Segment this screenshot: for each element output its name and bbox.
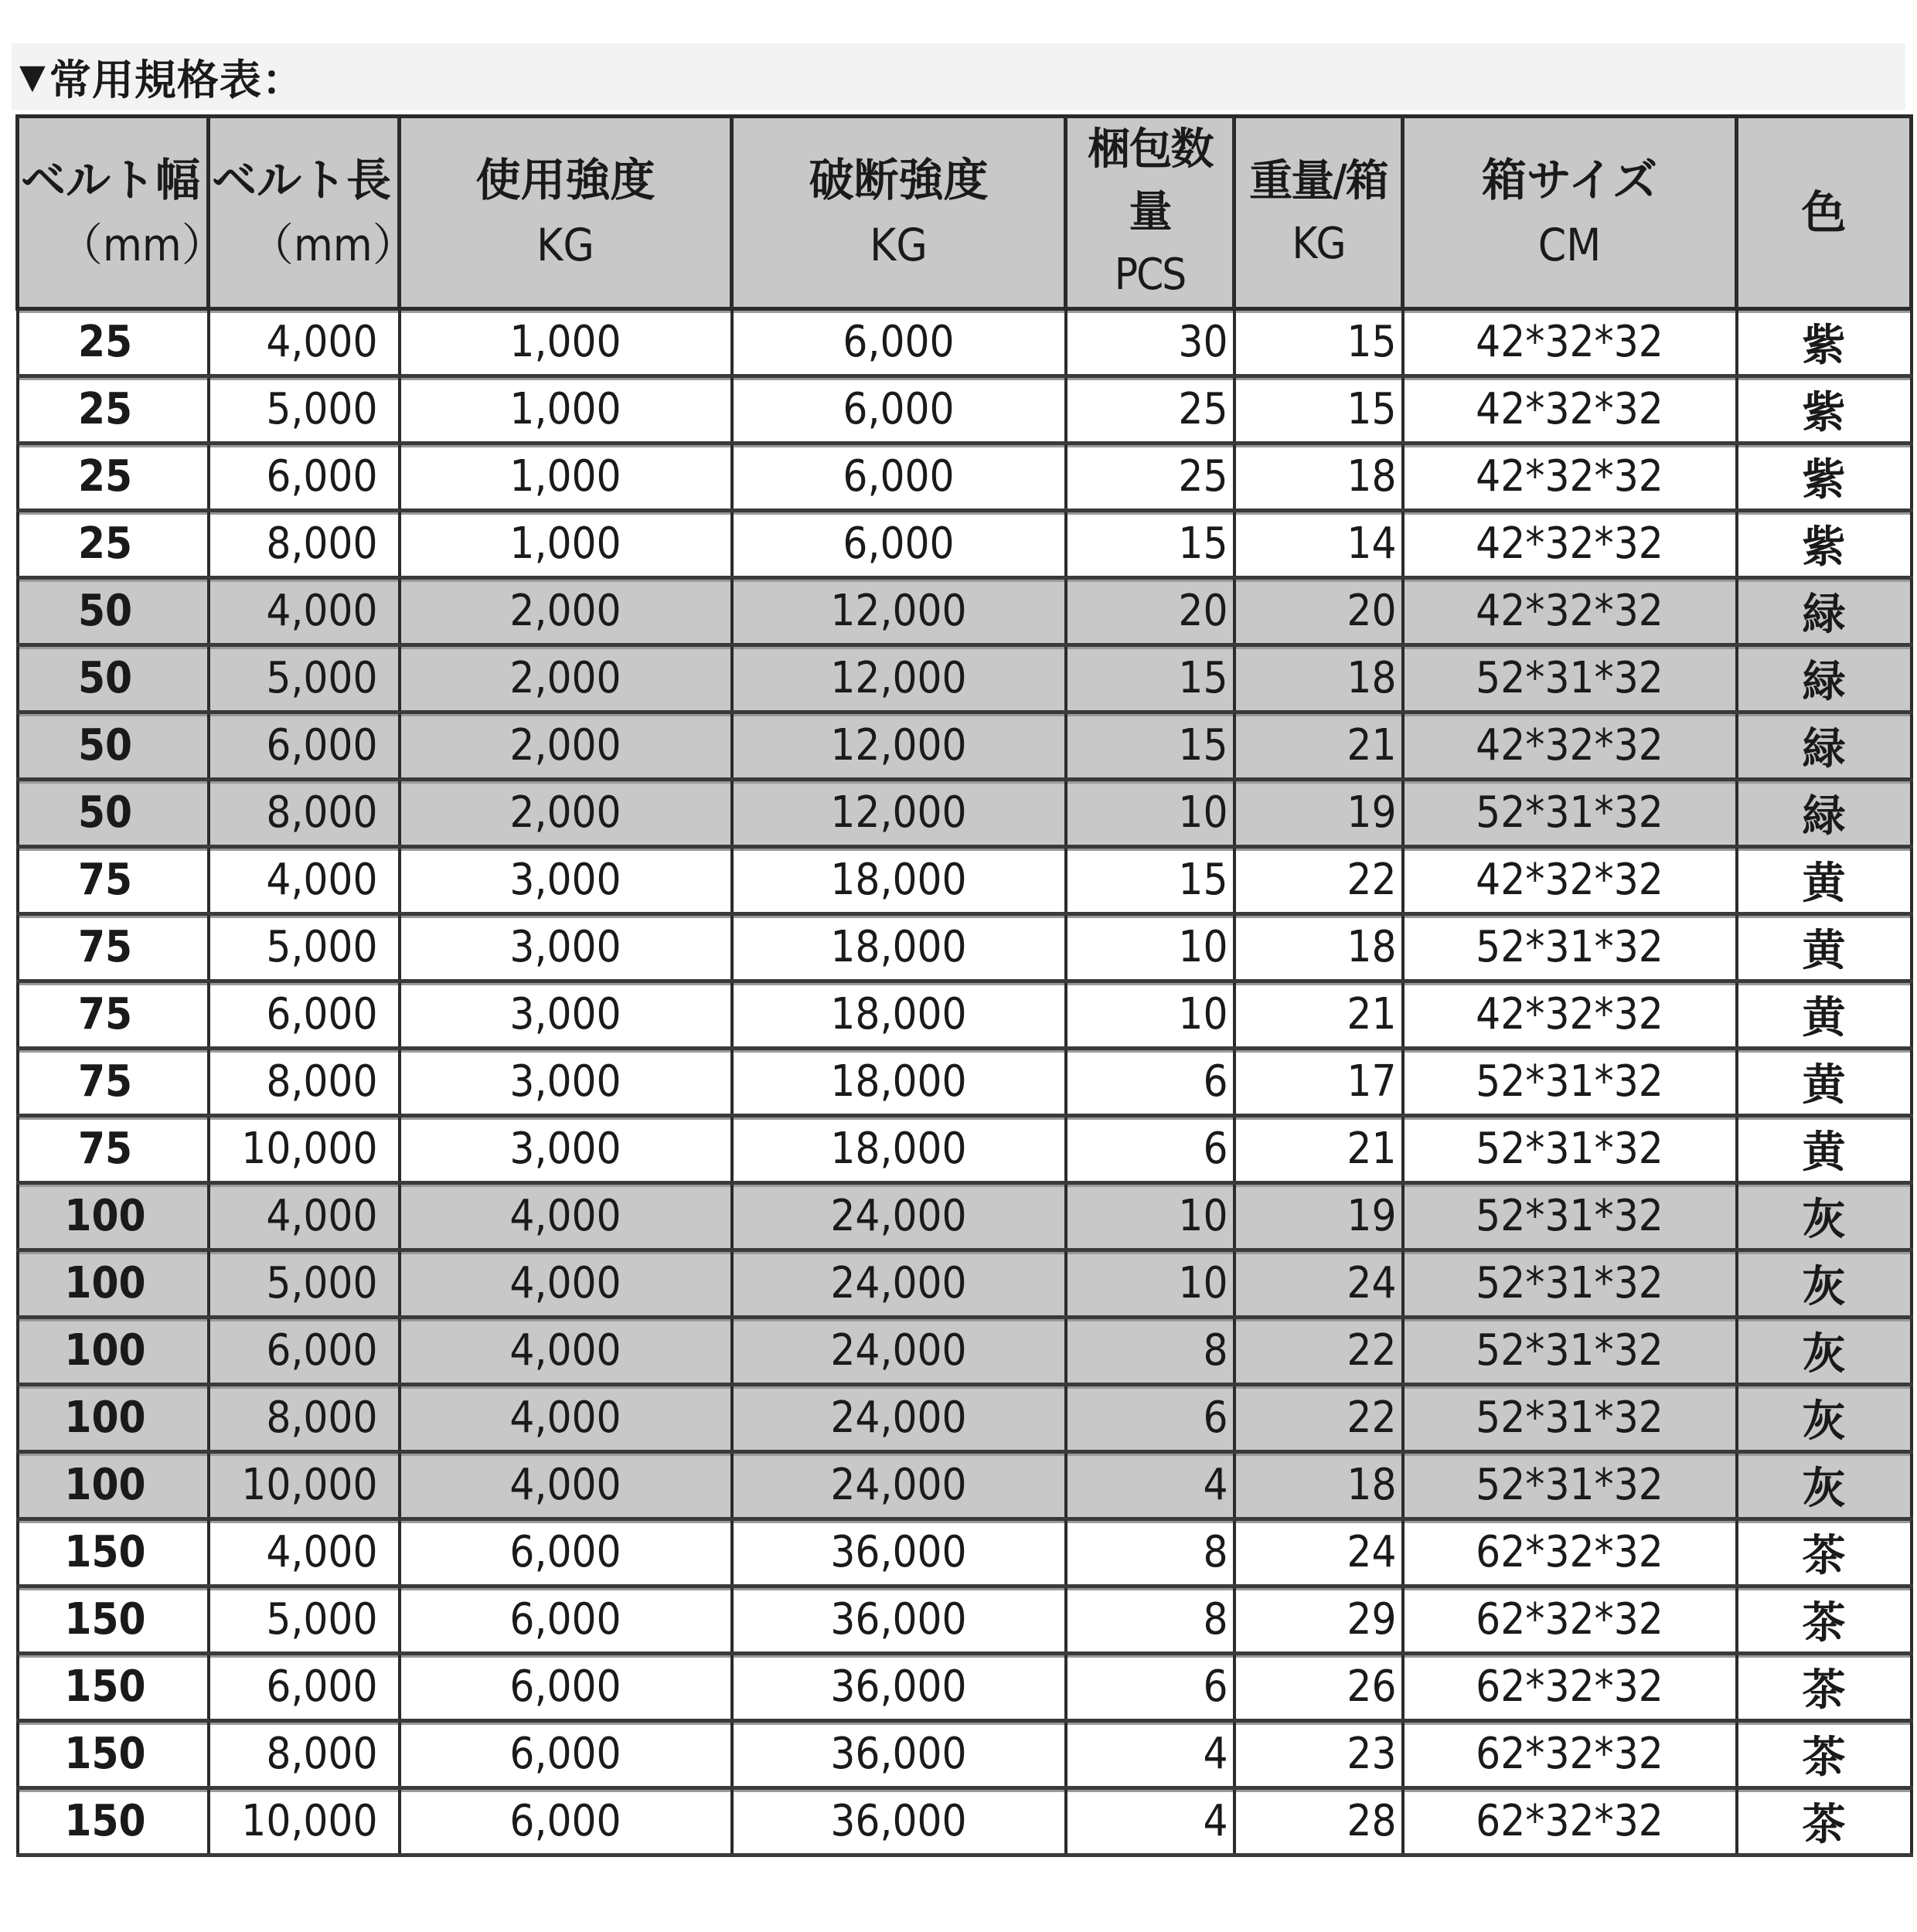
header-breaking-strength-unit: KG: [870, 218, 928, 271]
cell-box-size: 42*32*32: [1403, 981, 1737, 1048]
cell-belt-length: 10,000: [209, 1451, 400, 1519]
cell-weight-per-box: 21: [1234, 1115, 1403, 1182]
cell-breaking-strength: 24,000: [732, 1250, 1066, 1317]
cell-belt-width: [18, 846, 209, 913]
header-working-load: [400, 117, 732, 309]
cell-box-size: 52*31*32: [1403, 1384, 1737, 1451]
cell-box-size: 62*32*32: [1403, 1586, 1737, 1653]
cell-box-size: 42*32*32: [1403, 443, 1737, 510]
cell-color: 茶: [1737, 1653, 1912, 1720]
cell-belt-length: 6,000: [209, 712, 400, 779]
cell-box-size: 52*31*32: [1403, 1250, 1737, 1317]
belt-width-value: 25: [77, 384, 133, 435]
header-belt-width: [18, 117, 226, 309]
cell-belt-width: [18, 712, 209, 779]
cell-weight-per-box: 29: [1234, 1586, 1403, 1653]
cell-color: 黄: [1737, 846, 1912, 913]
cell-belt-length: 8,000: [209, 1720, 400, 1787]
cell-color: 茶: [1737, 1787, 1912, 1855]
cell-weight-per-box: 18: [1234, 443, 1403, 510]
belt-width-value: 150: [64, 1594, 146, 1645]
cell-belt-width: [18, 1720, 209, 1787]
cell-working-load: 6,000: [400, 1586, 732, 1653]
cell-belt-width: [18, 779, 209, 846]
cell-belt-width: [18, 913, 209, 981]
cell-breaking-strength: 36,000: [732, 1720, 1066, 1787]
cell-breaking-strength: 18,000: [732, 913, 1066, 981]
cell-color: 紫: [1737, 308, 1912, 376]
cell-pack-quantity: 8: [1066, 1519, 1234, 1586]
table-row: [18, 1653, 1912, 1720]
cell-weight-per-box: 14: [1234, 510, 1403, 577]
cell-belt-length: 4,000: [209, 1182, 400, 1250]
spec-table-body: [18, 308, 1912, 1855]
belt-width-value: 50: [77, 586, 133, 637]
cell-pack-quantity: 10: [1066, 1182, 1234, 1250]
cell-belt-width: [18, 577, 209, 645]
cell-weight-per-box: 18: [1234, 645, 1403, 712]
cell-weight-per-box: 18: [1234, 1451, 1403, 1519]
spec-table: [15, 114, 1913, 1857]
cell-pack-quantity: 6: [1066, 1384, 1234, 1451]
cell-weight-per-box: 22: [1234, 1317, 1403, 1384]
cell-box-size: 52*31*32: [1403, 1451, 1737, 1519]
header-breaking-strength-label: 破断強度: [809, 153, 989, 206]
table-row: [18, 779, 1912, 846]
cell-weight-per-box: 21: [1234, 712, 1403, 779]
cell-breaking-strength: 24,000: [732, 1384, 1066, 1451]
cell-color: 灰: [1737, 1384, 1912, 1451]
cell-belt-width: [18, 308, 209, 376]
table-row: [18, 645, 1912, 712]
header-box-size-label: 箱サイズ: [1481, 153, 1658, 206]
cell-belt-length: 5,000: [209, 645, 400, 712]
table-row: [18, 443, 1912, 510]
table-row: [18, 1384, 1912, 1451]
cell-pack-quantity: 4: [1066, 1451, 1234, 1519]
cell-belt-width: [18, 1317, 209, 1384]
header-working-load-unit: KG: [536, 218, 594, 271]
table-row: [18, 577, 1912, 645]
table-row: [18, 376, 1912, 443]
header-box-size-unit: CM: [1537, 218, 1602, 271]
cell-working-load: 4,000: [400, 1451, 732, 1519]
belt-width-value: 150: [64, 1662, 146, 1713]
cell-breaking-strength: 6,000: [732, 443, 1066, 510]
page-title: [12, 43, 1905, 110]
table-row: [18, 1720, 1912, 1787]
cell-belt-width: [18, 510, 209, 577]
cell-pack-quantity: 6: [1066, 1048, 1234, 1115]
belt-width-value: 50: [77, 720, 133, 771]
table-header-row: [18, 117, 1912, 309]
cell-weight-per-box: 19: [1234, 779, 1403, 846]
cell-breaking-strength: 12,000: [732, 779, 1066, 846]
belt-width-value: 25: [77, 519, 133, 570]
cell-pack-quantity: 8: [1066, 1586, 1234, 1653]
cell-breaking-strength: 18,000: [732, 846, 1066, 913]
cell-working-load: 4,000: [400, 1182, 732, 1250]
cell-box-size: 52*31*32: [1403, 1048, 1737, 1115]
belt-width-value: 50: [77, 653, 133, 704]
cell-color: 茶: [1737, 1519, 1912, 1586]
cell-box-size: 42*32*32: [1403, 376, 1737, 443]
cell-color: 紫: [1737, 443, 1912, 510]
header-color: [1737, 117, 1912, 309]
header-weight-per-box-label: 重量/箱: [1249, 155, 1388, 206]
cell-working-load: 2,000: [400, 577, 732, 645]
table-row: [18, 308, 1912, 376]
cell-working-load: 2,000: [400, 779, 732, 846]
belt-width-value: 75: [77, 1056, 133, 1107]
belt-width-value: 25: [77, 451, 133, 502]
cell-belt-length: 6,000: [209, 443, 400, 510]
belt-width-value: 75: [77, 855, 133, 906]
cell-belt-width: [18, 376, 209, 443]
belt-width-value: 75: [77, 989, 133, 1040]
cell-weight-per-box: 24: [1234, 1250, 1403, 1317]
cell-belt-length: 8,000: [209, 1384, 400, 1451]
cell-box-size: 42*32*32: [1403, 510, 1737, 577]
cell-belt-length: 8,000: [209, 779, 400, 846]
cell-working-load: 1,000: [400, 308, 732, 376]
cell-pack-quantity: 10: [1066, 1250, 1234, 1317]
cell-box-size: 52*31*32: [1403, 1317, 1737, 1384]
cell-color: 黄: [1737, 1048, 1912, 1115]
cell-working-load: 4,000: [400, 1250, 732, 1317]
belt-width-value: 150: [64, 1796, 146, 1847]
belt-width-value: 100: [64, 1460, 146, 1511]
cell-pack-quantity: 15: [1066, 846, 1234, 913]
cell-weight-per-box: 21: [1234, 981, 1403, 1048]
cell-color: 緑: [1737, 779, 1912, 846]
cell-breaking-strength: 6,000: [732, 510, 1066, 577]
cell-box-size: 62*32*32: [1403, 1653, 1737, 1720]
cell-breaking-strength: 12,000: [732, 712, 1066, 779]
table-row: [18, 510, 1912, 577]
cell-weight-per-box: 15: [1234, 376, 1403, 443]
cell-breaking-strength: 18,000: [732, 1048, 1066, 1115]
cell-box-size: 42*32*32: [1403, 308, 1737, 376]
cell-belt-length: 8,000: [209, 510, 400, 577]
cell-color: 灰: [1737, 1182, 1912, 1250]
cell-breaking-strength: 24,000: [732, 1451, 1066, 1519]
table-row: [18, 1250, 1912, 1317]
belt-width-value: 150: [64, 1527, 146, 1578]
table-row: [18, 1317, 1912, 1384]
cell-belt-width: [18, 1182, 209, 1250]
cell-belt-width: [18, 1384, 209, 1451]
cell-belt-length: 6,000: [209, 981, 400, 1048]
cell-working-load: 3,000: [400, 1115, 732, 1182]
cell-working-load: 1,000: [400, 510, 732, 577]
cell-weight-per-box: 23: [1234, 1720, 1403, 1787]
cell-weight-per-box: 24: [1234, 1519, 1403, 1586]
cell-box-size: 52*31*32: [1403, 1115, 1737, 1182]
cell-box-size: 52*31*32: [1403, 779, 1737, 846]
cell-belt-width: [18, 443, 209, 510]
cell-belt-width: [18, 1653, 209, 1720]
cell-color: 紫: [1737, 510, 1912, 577]
cell-weight-per-box: 20: [1234, 577, 1403, 645]
header-box-size: [1403, 117, 1737, 309]
belt-width-value: 100: [64, 1191, 146, 1242]
header-pack-quantity: [1066, 117, 1234, 309]
cell-weight-per-box: 15: [1234, 308, 1403, 376]
header-belt-length-unit: （mm）: [249, 218, 417, 271]
cell-color: 茶: [1737, 1586, 1912, 1653]
belt-width-value: 75: [77, 1124, 133, 1175]
cell-pack-quantity: 30: [1066, 308, 1234, 376]
cell-color: 緑: [1737, 645, 1912, 712]
cell-working-load: 3,000: [400, 846, 732, 913]
cell-working-load: 6,000: [400, 1519, 732, 1586]
cell-breaking-strength: 12,000: [732, 577, 1066, 645]
cell-breaking-strength: 12,000: [732, 645, 1066, 712]
cell-pack-quantity: 25: [1066, 376, 1234, 443]
cell-breaking-strength: 24,000: [732, 1317, 1066, 1384]
table-row: [18, 712, 1912, 779]
belt-width-value: 100: [64, 1393, 146, 1444]
page-title-text: 常用規格表：: [49, 55, 305, 104]
header-breaking-strength: [732, 117, 1066, 309]
cell-pack-quantity: 10: [1066, 981, 1234, 1048]
table-row: [18, 1182, 1912, 1250]
cell-belt-length: 10,000: [209, 1787, 400, 1855]
cell-belt-length: 4,000: [209, 308, 400, 376]
table-row: [18, 1048, 1912, 1115]
cell-color: 灰: [1737, 1250, 1912, 1317]
header-belt-width-unit: （mm）: [58, 218, 226, 271]
header-belt-length-label: ベルト長: [212, 153, 392, 206]
cell-weight-per-box: 22: [1234, 1384, 1403, 1451]
cell-breaking-strength: 6,000: [732, 308, 1066, 376]
cell-belt-length: 4,000: [209, 577, 400, 645]
cell-working-load: 6,000: [400, 1787, 732, 1855]
table-row: [18, 1115, 1912, 1182]
cell-pack-quantity: 6: [1066, 1115, 1234, 1182]
cell-working-load: 1,000: [400, 443, 732, 510]
table-row: [18, 1451, 1912, 1519]
cell-weight-per-box: 26: [1234, 1653, 1403, 1720]
cell-belt-width: [18, 981, 209, 1048]
cell-working-load: 4,000: [400, 1384, 732, 1451]
belt-width-value: 100: [64, 1325, 146, 1376]
header-working-load-label: 使用強度: [475, 153, 655, 206]
cell-color: 緑: [1737, 712, 1912, 779]
cell-working-load: 4,000: [400, 1317, 732, 1384]
header-weight-per-box: [1234, 117, 1403, 309]
cell-color: 黄: [1737, 981, 1912, 1048]
cell-color: 茶: [1737, 1720, 1912, 1787]
cell-weight-per-box: 28: [1234, 1787, 1403, 1855]
cell-box-size: 62*32*32: [1403, 1787, 1737, 1855]
header-weight-per-box-unit: KG: [1292, 218, 1345, 269]
cell-weight-per-box: 17: [1234, 1048, 1403, 1115]
cell-belt-length: 5,000: [209, 1586, 400, 1653]
table-row: [18, 1519, 1912, 1586]
cell-belt-length: 5,000: [209, 376, 400, 443]
cell-box-size: 52*31*32: [1403, 645, 1737, 712]
cell-box-size: 62*32*32: [1403, 1519, 1737, 1586]
table-row: [18, 981, 1912, 1048]
cell-working-load: 2,000: [400, 645, 732, 712]
cell-working-load: 6,000: [400, 1720, 732, 1787]
cell-pack-quantity: 15: [1066, 510, 1234, 577]
cell-box-size: 62*32*32: [1403, 1720, 1737, 1787]
cell-weight-per-box: 19: [1234, 1182, 1403, 1250]
cell-pack-quantity: 10: [1066, 779, 1234, 846]
cell-box-size: 52*31*32: [1403, 913, 1737, 981]
cell-box-size: 42*32*32: [1403, 577, 1737, 645]
cell-belt-length: 8,000: [209, 1048, 400, 1115]
cell-breaking-strength: 36,000: [732, 1519, 1066, 1586]
table-row: [18, 1586, 1912, 1653]
cell-belt-length: 5,000: [209, 913, 400, 981]
cell-color: 緑: [1737, 577, 1912, 645]
cell-color: 灰: [1737, 1451, 1912, 1519]
cell-belt-width: [18, 1250, 209, 1317]
cell-working-load: 6,000: [400, 1653, 732, 1720]
cell-color: 紫: [1737, 376, 1912, 443]
belt-width-value: 75: [77, 922, 133, 973]
belt-width-value: 25: [77, 317, 133, 368]
belt-width-value: 50: [77, 787, 133, 838]
cell-belt-length: 10,000: [209, 1115, 400, 1182]
cell-color: 黄: [1737, 1115, 1912, 1182]
table-row: [18, 913, 1912, 981]
cell-pack-quantity: 15: [1066, 712, 1234, 779]
header-pack-quantity-label: 梱包数量: [1087, 124, 1213, 238]
cell-pack-quantity: 25: [1066, 443, 1234, 510]
cell-weight-per-box: 22: [1234, 846, 1403, 913]
cell-pack-quantity: 8: [1066, 1317, 1234, 1384]
cell-pack-quantity: 4: [1066, 1787, 1234, 1855]
cell-belt-width: [18, 645, 209, 712]
cell-belt-width: [18, 1787, 209, 1855]
cell-pack-quantity: 20: [1066, 577, 1234, 645]
cell-working-load: 3,000: [400, 1048, 732, 1115]
header-pack-quantity-unit: PCS: [1114, 250, 1186, 301]
cell-breaking-strength: 36,000: [732, 1586, 1066, 1653]
table-row: [18, 846, 1912, 913]
cell-breaking-strength: 24,000: [732, 1182, 1066, 1250]
cell-working-load: 3,000: [400, 981, 732, 1048]
cell-belt-length: 4,000: [209, 846, 400, 913]
cell-working-load: 3,000: [400, 913, 732, 981]
cell-pack-quantity: 10: [1066, 913, 1234, 981]
cell-belt-width: [18, 1048, 209, 1115]
header-belt-length: [209, 117, 417, 309]
cell-belt-length: 6,000: [209, 1653, 400, 1720]
cell-color: 黄: [1737, 913, 1912, 981]
cell-breaking-strength: 18,000: [732, 981, 1066, 1048]
cell-breaking-strength: 36,000: [732, 1787, 1066, 1855]
cell-weight-per-box: 18: [1234, 913, 1403, 981]
cell-box-size: 42*32*32: [1403, 712, 1737, 779]
cell-pack-quantity: 4: [1066, 1720, 1234, 1787]
cell-belt-width: [18, 1115, 209, 1182]
header-color-label: 色: [1801, 185, 1847, 239]
belt-width-value: 150: [64, 1729, 146, 1780]
cell-working-load: 2,000: [400, 712, 732, 779]
cell-breaking-strength: 18,000: [732, 1115, 1066, 1182]
cell-belt-width: [18, 1586, 209, 1653]
cell-breaking-strength: 6,000: [732, 376, 1066, 443]
cell-belt-length: 5,000: [209, 1250, 400, 1317]
cell-box-size: 42*32*32: [1403, 846, 1737, 913]
table-row: [18, 1787, 1912, 1855]
cell-pack-quantity: 6: [1066, 1653, 1234, 1720]
cell-belt-width: [18, 1451, 209, 1519]
cell-belt-length: 4,000: [209, 1519, 400, 1586]
cell-belt-length: 6,000: [209, 1317, 400, 1384]
cell-breaking-strength: 36,000: [732, 1653, 1066, 1720]
cell-pack-quantity: 15: [1066, 645, 1234, 712]
cell-color: 灰: [1737, 1317, 1912, 1384]
cell-box-size: 52*31*32: [1403, 1182, 1737, 1250]
triangle-down-icon: ▼: [19, 56, 46, 97]
header-belt-width-label: ベルト幅: [21, 153, 201, 206]
cell-belt-width: [18, 1519, 209, 1586]
belt-width-value: 100: [64, 1258, 146, 1309]
cell-working-load: 1,000: [400, 376, 732, 443]
